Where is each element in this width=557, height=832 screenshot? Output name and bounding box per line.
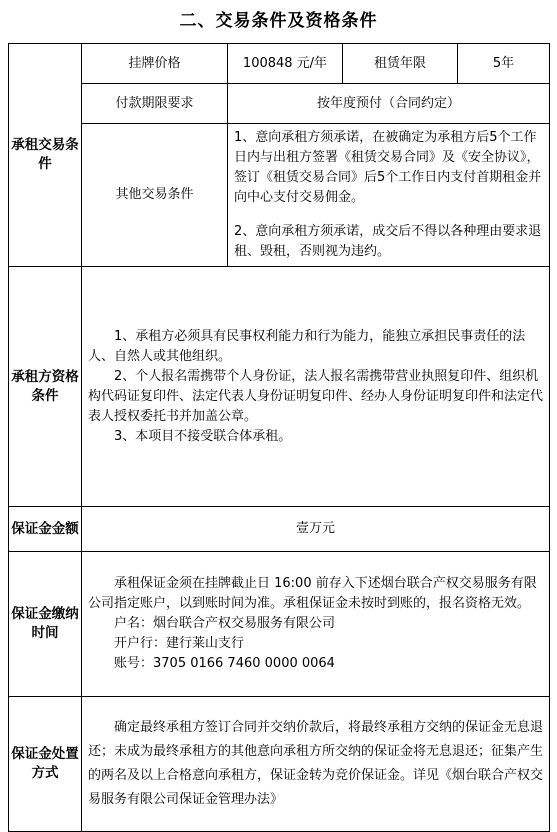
deposit-amount-header: 保证金金额 bbox=[9, 507, 82, 552]
deposit-time-text bbox=[82, 552, 550, 697]
deposit-time-paragraph: 承租保证金须在挂牌截止日 16:00 前存入下述烟台联合产权交易服务有限公司指定账户，以到账时间为准。承租保证金未按时到账的，报名资格无效。 bbox=[88, 576, 537, 611]
qualification-header: 承租方资格条件 bbox=[9, 267, 82, 507]
other-condition-item: 1、意向承租方须承诺，在被确定为承租方后5个工作日内与出租方签署《租赁交易合同》及《安全协议》，签订《租赁交易合同》后5个工作日内支付首期租金并向中心支付交易佣金。 bbox=[234, 130, 542, 205]
qualification-item: 3、本项目不接受联合体承租。 bbox=[114, 428, 292, 444]
lease-term-label: 租赁年限 bbox=[343, 44, 458, 84]
section-title: 二、交易条件及资格条件 bbox=[179, 11, 378, 31]
listing-price-label: 挂牌价格 bbox=[82, 44, 228, 84]
other-conditions-label: 其他交易条件 bbox=[82, 124, 228, 267]
account-name: 户名：烟台联合产权交易服务有限公司 bbox=[114, 616, 336, 631]
other-condition-item: 2、意向承租方须承诺，成交后不得以各种理由要求退租、毁租，否则视为违约。 bbox=[234, 224, 542, 259]
bank-name: 开户行：建行莱山支行 bbox=[114, 636, 245, 651]
deposit-handling-paragraph: 确定最终承租方签订合同并交纳价款后，将最终承租方交纳的保证金无息退还；未成为最终承租方的其他意向承租方所交纳的保证金将无息退还；征集产生的两名及以上合格意向承租方，保证金转为竞价保证金。详见《烟台联合产权交易服务有限公司保证金管理办法》 bbox=[88, 720, 544, 807]
deposit-handling-header: 保证金处置方式 bbox=[9, 697, 82, 832]
qualification-item: 2、个人报名需携带个人身份证，法人报名需携带营业执照复印件、组织机构代码证复印件、法定代表人身份证明复印件、经办人身份证明复印件和法定代表人授权委托书并加盖公章。 bbox=[88, 368, 544, 424]
listing-price-value: 100848 元/年 bbox=[228, 44, 343, 84]
payment-term-value: 按年度预付（合同约定） bbox=[228, 84, 550, 124]
conditions-table bbox=[8, 43, 550, 832]
qualification-item: 1、承租方必须具有民事权利能力和行为能力，能独立承担民事责任的法人、自然人或其他组织。 bbox=[88, 328, 526, 364]
qualification-text bbox=[82, 267, 550, 507]
account-number: 账号：3705 0166 7460 0000 0064 bbox=[114, 656, 335, 671]
other-conditions-text bbox=[228, 124, 550, 267]
deposit-handling-text bbox=[82, 697, 550, 832]
trade-conditions-header: 承租交易条件 bbox=[9, 44, 82, 267]
lease-term-value: 5年 bbox=[458, 44, 550, 84]
deposit-amount-value: 壹万元 bbox=[82, 507, 550, 552]
payment-term-label: 付款期限要求 bbox=[82, 84, 228, 124]
deposit-time-header: 保证金缴纳时间 bbox=[9, 552, 82, 697]
